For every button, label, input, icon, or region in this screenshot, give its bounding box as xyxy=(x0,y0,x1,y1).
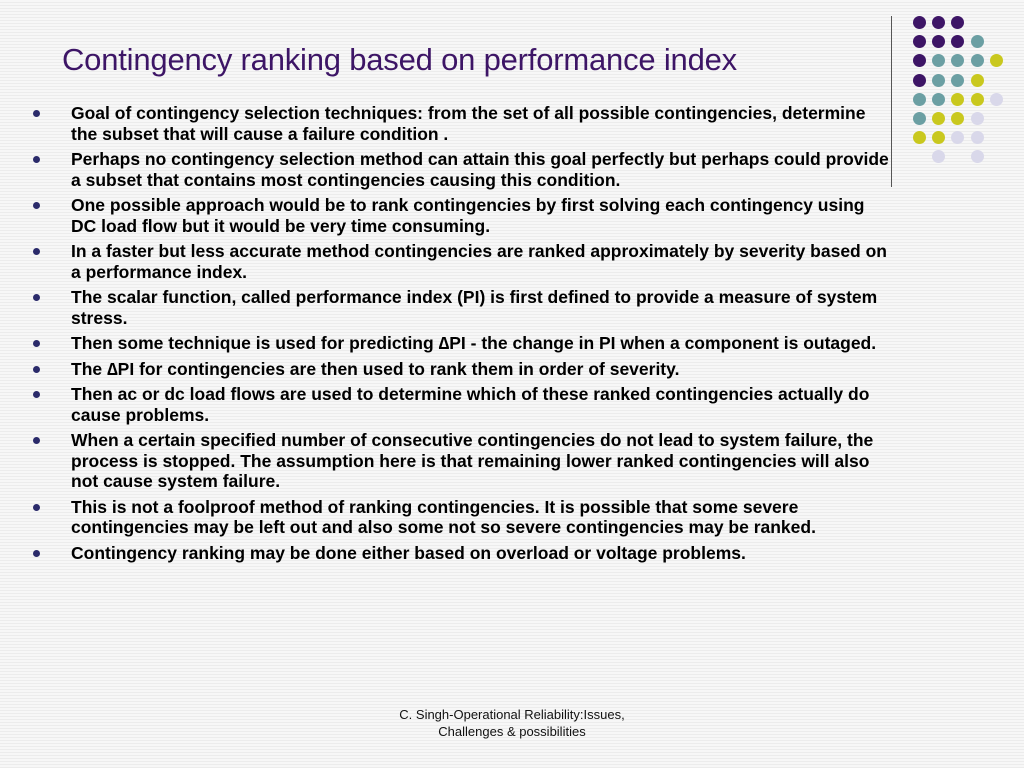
decorative-dot-icon xyxy=(990,93,1003,106)
bullet-dot-icon xyxy=(33,202,40,209)
decorative-dot-icon xyxy=(971,150,984,163)
decorative-dot-icon xyxy=(951,74,964,87)
bullet-item xyxy=(33,241,893,282)
decorative-dot-icon xyxy=(913,131,926,144)
decorative-dot-icon xyxy=(913,112,926,125)
decorative-dot-icon xyxy=(971,93,984,106)
decorative-dot-icon xyxy=(932,54,945,67)
decorative-dot-icon xyxy=(971,54,984,67)
bullet-dot-icon xyxy=(33,110,40,117)
decorative-dot-icon xyxy=(932,131,945,144)
bullet-item xyxy=(33,543,893,564)
decorative-dot-icon xyxy=(951,93,964,106)
bullet-text: One possible approach would be to rank contingencies by first solving each contingency using DC load flow but it would be very time consuming. xyxy=(71,195,865,236)
decorative-dot-icon xyxy=(932,74,945,87)
bullet-text: The scalar function, called performance index (PI) is first defined to provide a measure of system stress. xyxy=(71,287,878,328)
decorative-dot-icon xyxy=(990,54,1003,67)
bullet-text: This is not a foolproof method of ranking contingencies. It is possible that some severe contingencies may be left out and also some not so severe contingencies may be ranked. xyxy=(71,496,816,537)
bullet-list xyxy=(33,103,893,568)
decorative-dot-icon xyxy=(932,93,945,106)
decorative-dot-icon xyxy=(971,74,984,87)
bullet-text: Perhaps no contingency selection method can attain this goal perfectly but perhaps could provide a subset that contains most contingencies causing this condition. xyxy=(71,149,889,190)
footer-line-2: Challenges & possibilities xyxy=(438,724,586,739)
bullet-dot-icon xyxy=(33,504,40,511)
slide-footer xyxy=(362,706,662,740)
bullet-dot-icon xyxy=(33,366,40,373)
decorative-dot-icon xyxy=(913,54,926,67)
bullet-text: When a certain specified number of consecutive contingencies do not lead to system failure, the process is stopped. The assumption here is that remaining lower ranked contingencies will also not cause system failure. xyxy=(71,430,874,491)
decorative-dot-icon xyxy=(932,16,945,29)
bullet-dot-icon xyxy=(33,437,40,444)
decorative-dot-icon xyxy=(951,35,964,48)
decorative-dot-icon xyxy=(951,131,964,144)
bullet-item xyxy=(33,103,893,144)
bullet-dot-icon xyxy=(33,248,40,255)
bullet-text: Contingency ranking may be done either based on overload or voltage problems. xyxy=(71,542,746,563)
bullet-item xyxy=(33,430,893,492)
decorative-dot-icon xyxy=(951,54,964,67)
slide-title: Contingency ranking based on performance index xyxy=(62,42,737,77)
bullet-item xyxy=(33,149,893,190)
decorative-dot-icon xyxy=(913,93,926,106)
decorative-dot-icon xyxy=(913,16,926,29)
bullet-text: The ∆PI for contingencies are then used to rank them in order of severity. xyxy=(71,358,680,379)
footer-line-1: C. Singh-Operational Reliability:Issues, xyxy=(399,707,625,722)
bullet-item xyxy=(33,287,893,328)
bullet-dot-icon xyxy=(33,550,40,557)
bullet-item xyxy=(33,195,893,236)
bullet-dot-icon xyxy=(33,294,40,301)
bullet-item xyxy=(33,497,893,538)
bullet-text: In a faster but less accurate method contingencies are ranked approximately by severity based on a performance index. xyxy=(71,241,887,282)
bullet-text: Then ac or dc load flows are used to determine which of these ranked contingencies actually do cause problems. xyxy=(71,384,870,425)
bullet-dot-icon xyxy=(33,391,40,398)
bullet-text: Goal of contingency selection techniques: from the set of all possible contingencies, determine the subset that will cause a failure condition . xyxy=(71,103,866,144)
bullet-item xyxy=(33,359,893,380)
decorative-dot-icon xyxy=(932,150,945,163)
bullet-text: Then some technique is used for predicting ∆PI - the change in PI when a component is outaged. xyxy=(71,333,877,353)
decorative-dot-icon xyxy=(913,74,926,87)
decorative-dot-icon xyxy=(971,112,984,125)
bullet-dot-icon xyxy=(33,340,40,347)
bullet-dot-icon xyxy=(33,156,40,163)
bullet-item xyxy=(33,333,893,354)
decorative-dot-icon xyxy=(932,112,945,125)
decorative-dot-icon xyxy=(932,35,945,48)
decorative-dot-icon xyxy=(951,16,964,29)
decorative-dot-icon xyxy=(971,35,984,48)
decorative-dot-icon xyxy=(971,131,984,144)
decorative-dot-icon xyxy=(913,35,926,48)
decorative-dot-icon xyxy=(951,112,964,125)
bullet-item xyxy=(33,384,893,425)
